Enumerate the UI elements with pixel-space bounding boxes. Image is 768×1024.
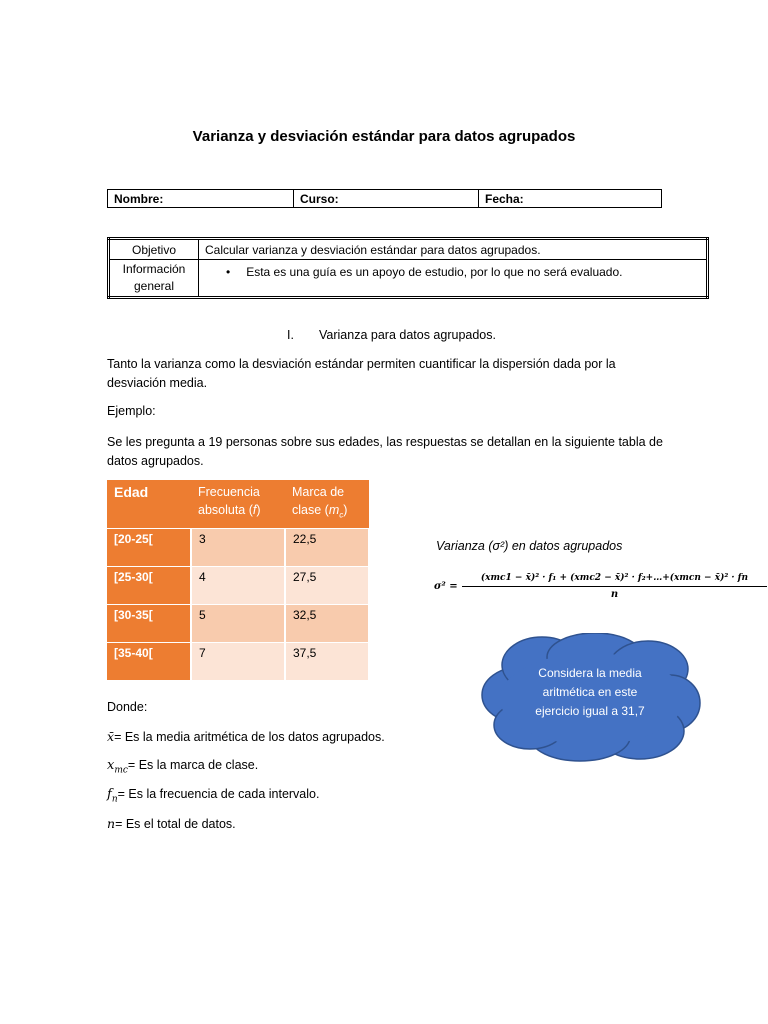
- table-cell-marca: 22,5: [285, 528, 369, 566]
- intro-paragraph: Tanto la varianza como la desviación estándar permiten cuantificar la dispersión dada por la desviación media.: [107, 357, 616, 390]
- curso-field: Curso:: [294, 190, 479, 208]
- definition-text: = Es el total de datos.: [115, 817, 236, 831]
- definition-item: [107, 787, 319, 805]
- table-cell-edad: [35-40[: [107, 642, 191, 680]
- definition-symbol: x̄: [107, 729, 115, 744]
- table-cell-edad: [25-30[: [107, 566, 191, 604]
- table-cell-marca: 37,5: [285, 642, 369, 680]
- fraction-bar: [462, 586, 767, 587]
- example-paragraph: Se les pregunta a 19 personas sobre sus edades, las respuestas se detallan en la siguiente tabla de datos agrupados.: [107, 435, 663, 468]
- definition-item: [107, 758, 258, 776]
- bullet-icon: •: [226, 265, 231, 279]
- definition-symbol: $x_{mc}$: [107, 758, 128, 776]
- col-header-frecuencia: Frecuencia absoluta (f): [191, 480, 285, 528]
- table-cell-frecuencia: 5: [191, 604, 285, 642]
- definition-text: = Es la frecuencia de cada intervalo.: [117, 787, 320, 801]
- table-row: [107, 528, 369, 566]
- nombre-field: Nombre:: [108, 190, 294, 208]
- info-label: Información general: [109, 260, 199, 298]
- page-title: Varianza y desviación estándar para datos agrupados: [192, 128, 576, 145]
- definition-symbol: $f_n$: [107, 787, 118, 805]
- table-cell-marca: 27,5: [285, 566, 369, 604]
- table-row: [107, 566, 369, 604]
- ejemplo-label: Ejemplo:: [107, 404, 156, 418]
- table-cell-edad: [20-25[: [107, 528, 191, 566]
- table-cell-frecuencia: 3: [191, 528, 285, 566]
- col-header-edad: Edad: [107, 480, 191, 528]
- definition-text: = Es la media aritmética de los datos agrupados.: [114, 730, 385, 744]
- formula-caption: Varianza (σ²) en datos agrupados: [436, 539, 623, 553]
- donde-label: Donde:: [107, 700, 148, 714]
- formula-denominator: n: [610, 589, 619, 600]
- info-bullet-text: Esta es una guía es un apoyo de estudio, por lo que no será evaluado.: [246, 265, 623, 279]
- cloud-note: Considera la media aritmética en este ejercicio igual a 31,7: [535, 666, 645, 718]
- objective-label: Objetivo: [109, 239, 199, 260]
- section-number: I.: [287, 328, 294, 342]
- definition-text: = Es la marca de clase.: [127, 758, 259, 772]
- section-heading: Varianza para datos agrupados.: [319, 328, 496, 342]
- definition-symbol: n: [107, 816, 116, 831]
- col-header-marca: Marca de clase $(m_c)$: [285, 480, 369, 528]
- info-bullet-item: [199, 260, 708, 298]
- fecha-field: Fecha:: [479, 190, 662, 208]
- table-cell-frecuencia: 4: [191, 566, 285, 604]
- definition-item: [107, 729, 385, 744]
- table-row: [107, 604, 369, 642]
- definition-item: [107, 816, 236, 831]
- student-info-table: [107, 189, 662, 208]
- objective-text: Calcular varianza y desviación estándar para datos agrupados.: [199, 239, 708, 260]
- grouped-data-table: [107, 480, 370, 680]
- objective-table: [107, 237, 709, 299]
- table-cell-edad: [30-35[: [107, 604, 191, 642]
- formula-lhs: σ² =: [434, 581, 458, 592]
- table-cell-frecuencia: 7: [191, 642, 285, 680]
- table-cell-marca: 32,5: [285, 604, 369, 642]
- formula-numerator: (xmc1 − x̄)² · f₁ + (xmc2 − x̄)² · f₂+…+(xmcn − x̄)² · fn: [480, 573, 749, 583]
- table-row: [107, 642, 369, 680]
